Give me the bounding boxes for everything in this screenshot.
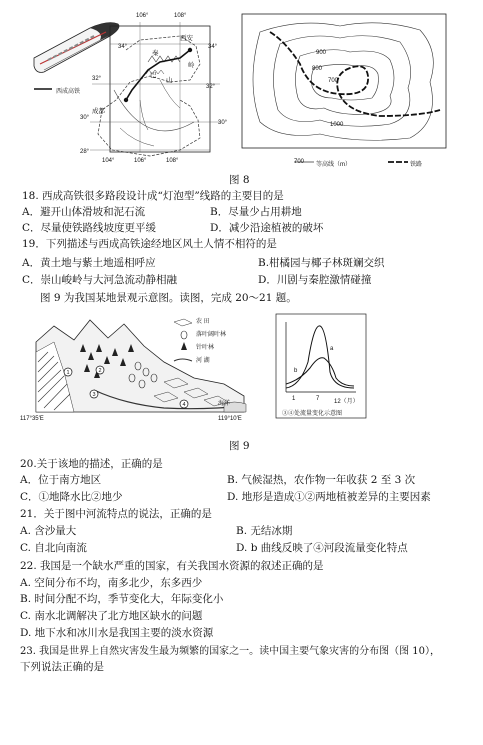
figure-9-caption: 图 9 (229, 440, 250, 452)
figure-8-caption: 图 8 (229, 174, 250, 186)
q22-option-a[interactable]: A. 空间分布不均，南多北少，东多西少 (20, 577, 203, 589)
lat-label-30-right: 30° (218, 120, 228, 126)
q22-option-b[interactable]: B. 时间分配不均，季节变化大，年际变化小 (20, 593, 224, 605)
curve-label-a: a (330, 346, 334, 352)
label-shan: 山 (166, 77, 173, 84)
figure-9 (20, 312, 394, 432)
month-label-7: 7 (316, 396, 320, 402)
month-label-12: 12（月） (334, 399, 359, 405)
lat-label-30-left: 30° (80, 115, 90, 121)
q21-option-b[interactable]: B. 无结冰期 (236, 525, 293, 537)
legend-coniferous-forest: 针叶林 (196, 345, 215, 351)
lon-label-104-bottom: 104° (102, 158, 115, 164)
contour-map (240, 12, 450, 170)
svg-text:3: 3 (92, 392, 96, 398)
legend-contour-text: 等高线（m） (316, 162, 351, 168)
svg-text:1: 1 (66, 370, 70, 376)
contour-label-700: 700 (328, 78, 339, 84)
q22-stem: 22. 我国是一个缺水严重的国家，有关我国水资源的叙述正确的是 (20, 560, 324, 572)
q20-option-b[interactable]: B. 气候湿热，农作物一年收获 2 至 3 次 (227, 474, 416, 486)
q20-option-d[interactable]: D. 地形是造成①②两地植被差异的主要因素 (227, 491, 431, 503)
q21-option-d[interactable]: D. b 曲线反映了④河段流量变化特点 (236, 542, 408, 554)
contour-label-1000: 1000 (330, 122, 344, 128)
q22-option-c[interactable]: C. 南水北调解决了北方地区缺水的问题 (20, 610, 203, 622)
q19-option-a[interactable]: A．黄土地与紫土地遥相呼应 (22, 257, 156, 269)
q19-option-c[interactable]: C．崇山峻岭与大河急流动静相融 (22, 274, 178, 286)
q22-option-d[interactable]: D. 地下水和冰川水是我国主要的淡水资源 (20, 627, 214, 639)
legend-river-lake: 河 湖 (196, 358, 210, 364)
figure-8 (30, 10, 450, 170)
lon-label-106-top: 106° (136, 13, 149, 19)
label-qin: 秦 (152, 50, 159, 57)
q21-option-a[interactable]: A. 含沙量大 (20, 525, 77, 537)
lon-label-right: 119°10′E (218, 416, 242, 422)
train-icon (34, 23, 119, 73)
q20-stem: 20.关于该地的描述，正确的是 (20, 458, 163, 470)
q18-stem: 18. 西成高铁很多路段设计成“灯泡型”线路的主要目的是 (22, 190, 284, 202)
q23-stem-line2: 下列说法正确的是 (20, 661, 104, 673)
city-chengdu: 成都 (92, 108, 105, 115)
legend-deciduous-forest: 落叶阔叶林 (196, 332, 227, 338)
q21-option-c[interactable]: C. 自北向南流 (20, 542, 87, 554)
lat-label-32-right: 32° (206, 84, 216, 90)
label-ling: 岭 (188, 62, 195, 69)
legend-xicheng-rail: 西成高铁 (56, 89, 81, 95)
month-label-1: 1 (292, 396, 296, 402)
lat-label-34-left: 34° (118, 44, 128, 50)
hydrograph-caption: ③④处流量变化示意图 (282, 411, 343, 417)
contour-label-800: 800 (312, 66, 323, 72)
legend-contour-value: 700 (294, 159, 305, 165)
lon-label-106-bottom: 106° (134, 158, 147, 164)
lat-label-28-left: 28° (80, 149, 90, 155)
q18-option-c[interactable]: C．尽量使铁路线坡度更平缓 (22, 222, 157, 234)
q19-stem: 19．下列描述与西成高铁途经地区风土人情不相符的是 (22, 238, 277, 250)
lon-label-left: 117°35′E (20, 416, 44, 422)
q18-option-b[interactable]: B．尽量少占用耕地 (210, 206, 302, 218)
q19-option-b[interactable]: B.柑橘园与椰子林斑斓交织 (258, 257, 385, 269)
q18-option-d[interactable]: D．减少沿途植被的破坏 (210, 222, 324, 234)
label-ba: 巴 (150, 72, 157, 79)
lon-label-108-top: 108° (174, 13, 187, 19)
lon-label-108-bottom: 108° (166, 158, 179, 164)
q20-option-a[interactable]: A．位于南方地区 (20, 474, 102, 486)
label-sea: 海洋 (218, 401, 231, 407)
lat-label-34-right: 34° (208, 44, 218, 50)
figure-9-intro: 图 9 为我国某地景观示意图。读图，完成 20～21 题。 (40, 292, 297, 304)
q19-option-d[interactable]: D．川剧与秦腔激情碰撞 (258, 274, 372, 286)
contour-label-900: 900 (316, 50, 327, 56)
q18-option-a[interactable]: A．避开山体滑坡和泥石流 (22, 206, 146, 218)
q20-option-c[interactable]: C．①地降水比②地少 (20, 491, 123, 503)
lat-label-32-left: 32° (92, 76, 102, 82)
legend-farmland: 农 田 (196, 319, 210, 325)
svg-text:2: 2 (98, 368, 102, 374)
legend-railway-text: 铁路 (410, 162, 423, 168)
svg-text:4: 4 (182, 402, 186, 408)
curve-label-b: b (294, 368, 298, 374)
q23-stem-line1: 23. 我国是世界上自然灾害发生最为频繁的国家之一。读中国主要气象灾害的分布图（图 10）， (20, 646, 440, 657)
city-xian: 西安 (180, 35, 193, 42)
q21-stem: 21．关于图中河流特点的说法，正确的是 (20, 508, 212, 520)
